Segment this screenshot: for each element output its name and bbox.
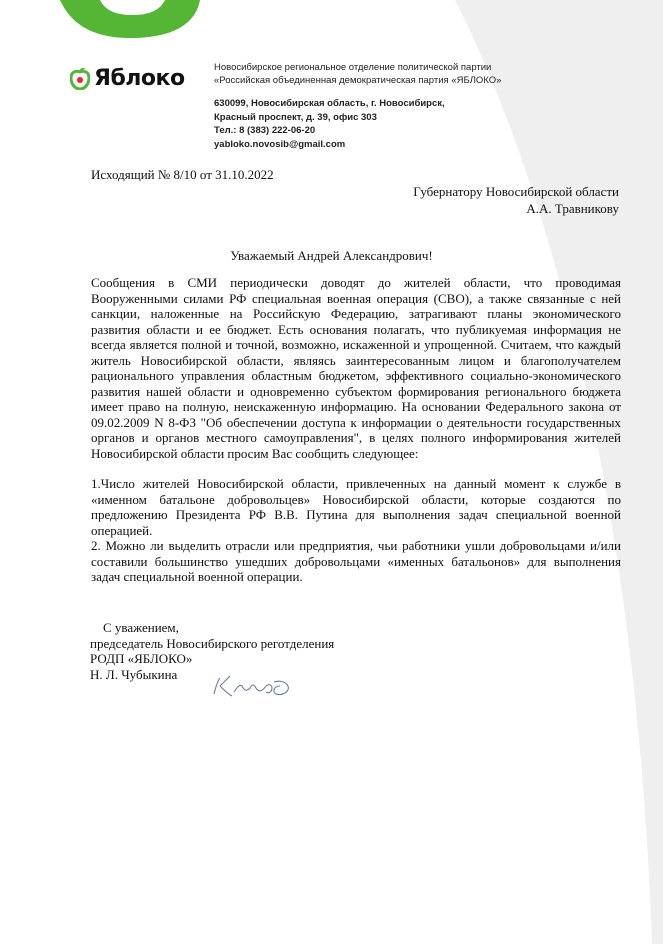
body-paragraph: Сообщения в СМИ периодически доводят до жителей области, что проводимая Вооруженными силами РФ специальная военная операция (СВО), а также связанные с ней санкции, наложенные на Российскую Федерацию, затрагивают планы экономического развития области и ее бюджет. Есть основания полагать, что публикуемая информация не всегда является полной и точной, возможно, искаженной и упрощенной. Считаем, что каждый житель Новосибирской области, являясь заинтересованным лицом и благополучателем рационального управления областным бюджетом, эффективного социально-экономического развития нашей области и одновременно субъектом формирования регионального бюджета имеет право на полную, неискаженную информацию. На основании Федерального закона от 09.02.2009 N 8-ФЗ "Об обеспечении доступа к информации о деятельности государственных органов и органов местного самоуправления", в целях полного информирования жителей Новосибирской области просим Вас сообщить следующее:: [91, 275, 621, 461]
logo-text: Яблоко: [94, 66, 185, 91]
organization-name: [214, 61, 501, 87]
request-item-2: 2. Можно ли выделить отрасли или предприятия, чьи работники ушли добровольцами и/или составили большинство ушедших добровольцами «именных батальонов» для выполнения задач специальной военной операции.: [91, 538, 621, 584]
recipient-line: Губернатору Новосибирской области: [413, 184, 619, 199]
org-line: «Российская объединенная демократическая партия «ЯБЛОКО»: [214, 75, 502, 86]
apple-icon: [70, 68, 90, 90]
email-line: yabloko.novosib@gmail.com: [214, 138, 346, 150]
signer-title: председатель Новосибирского реготделения: [90, 635, 335, 651]
phone-line: Тел.: 8 (383) 222-06-20: [214, 125, 316, 136]
organization-address: [214, 97, 445, 151]
recipient-block: [413, 183, 619, 217]
address-line: Красный проспект, д. 39, офис 303: [214, 111, 377, 123]
handwritten-signature: [210, 672, 300, 702]
request-item-1: 1.Число жителей Новосибирской области, привлеченных на данный момент к службе в «именном батальоне добровольцев» Новосибирской области, которые создаются по предложению Президента РФ В.В. Путина для выполнения задач специальной военной операцией.: [91, 476, 621, 538]
signer-name: Н. Л. Чубыкина: [90, 666, 178, 682]
letter-body: [91, 275, 621, 585]
address-line: 630099, Новосибирская область, г. Новосибирск,: [214, 98, 445, 109]
signer-party: РОДП «ЯБЛОКО»: [90, 651, 193, 666]
closing-line: С уважением,: [103, 620, 179, 635]
outgoing-number: Исходящий № 8/10 от 31.10.2022: [91, 167, 274, 182]
org-line: Новосибирское региональное отделение политической партии: [214, 62, 492, 73]
recipient-line: А.А. Травникову: [526, 201, 619, 216]
yabloko-logo: [70, 66, 185, 91]
salutation: Уважаемый Андрей Александрович!: [230, 248, 433, 263]
